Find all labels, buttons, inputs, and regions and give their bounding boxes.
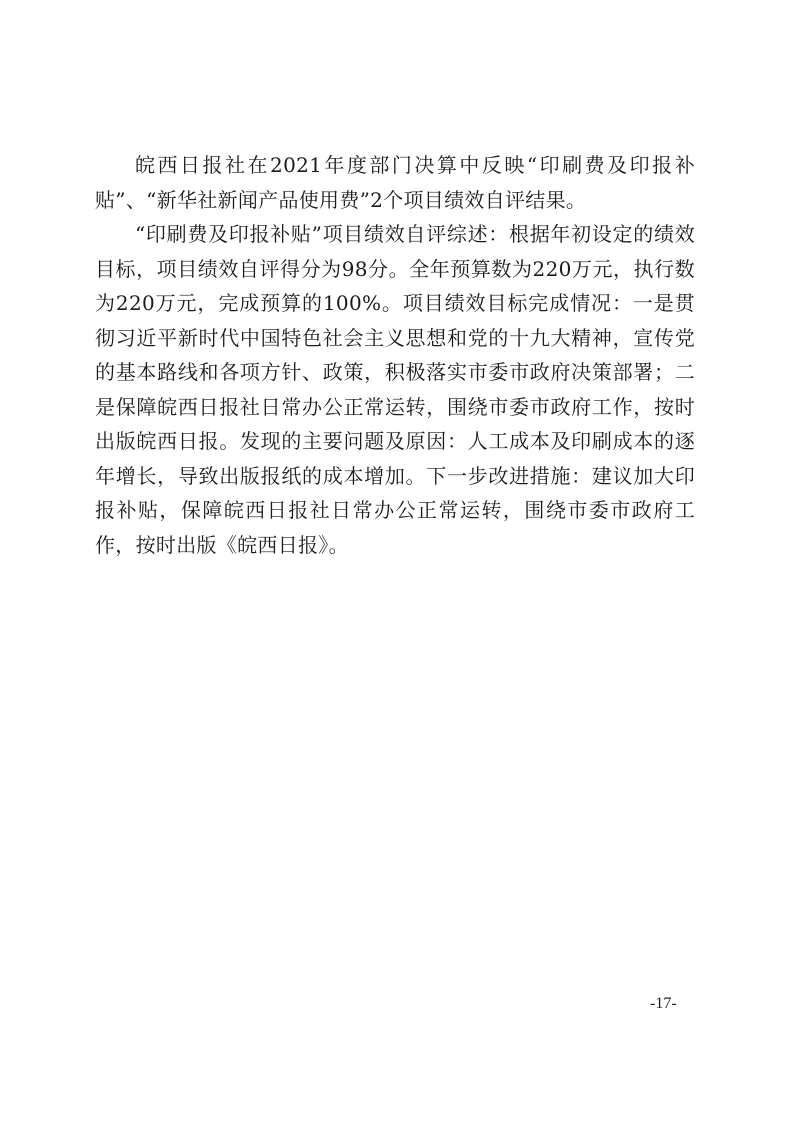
- page-number: -17-: [650, 995, 677, 1012]
- document-body: [95, 148, 695, 562]
- paragraph-summary: 皖西日报社在2021年度部门决算中反映“印刷费及印报补贴”、“新华社新闻产品使用费”2个项目绩效自评结果。: [95, 153, 695, 212]
- paragraph-project-review: “印刷费及印报补贴”项目绩效自评综述：根据年初设定的绩效目标，项目绩效自评得分为98分。全年预算数为220万元，执行数为220万元，完成预算的100%。项目绩效目标完成情况：一是贯彻习近平新时代中国特色社会主义思想和党的十九大精神，宣传党的基本路线和各项方针、政策，积极落实市委市政府决策部署；二是保障皖西日报社日常办公正常运转，围绕市委市政府工作，按时出版皖西日报。发现的主要问题及原因：人工成本及印刷成本的逐年增长，导致出版报纸的成本增加。下一步改进措施：建议加大印报补贴，保障皖西日报社日常办公正常运转，围绕市委市政府工作，按时出版《皖西日报》。: [95, 222, 695, 557]
